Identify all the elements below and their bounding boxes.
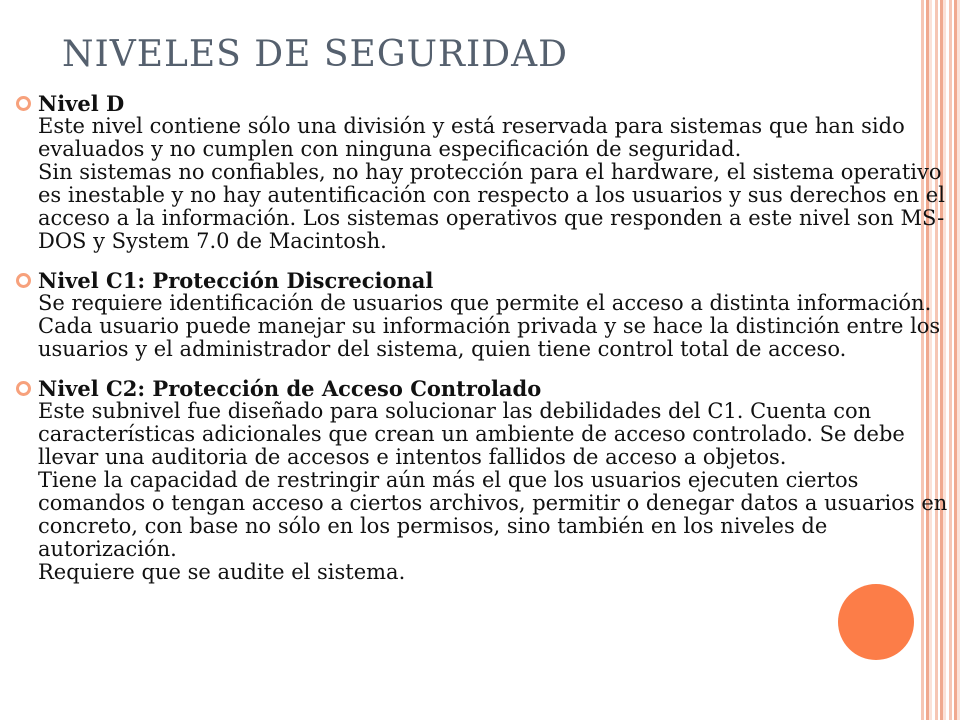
bullet-icon [16,273,31,288]
bullet-icon [16,381,31,396]
list-item-nivel-c2 [16,377,951,584]
item-paragraph: Sin sistemas no confiables, no hay protección para el hardware, el sistema operativo es inestable y no hay autentificación con respecto a los usuarios y sus derechos en el acceso a la información. Los sistemas operativos que responden a este nivel son MS-DOS y System 7.0 de Macintosh. [38,160,945,253]
slide-title: NIVELES DE SEGURIDAD [62,34,568,75]
item-paragraph: Se requiere identificación de usuarios que permite el acceso a distinta información. Cada usuario puede manejar su información privada y se hace la distinción entre los usuarios y el administrador del sistema, quien tiene control total de acceso. [38,291,941,361]
list-item-nivel-d [16,92,951,253]
item-paragraph: Este subnivel fue diseñado para solucionar las debilidades del C1. Cuenta con características adicionales que crean un ambiente de acceso controlado. Se debe llevar una auditoria de accesos e intentos fallidos de acceso a objetos. [38,399,905,469]
decorative-circle [838,584,914,660]
item-heading: Nivel C2: Protección de Acceso Controlado [38,376,542,401]
item-heading: Nivel C1: Protección Discrecional [38,268,434,293]
list-item-nivel-c1 [16,269,951,361]
bullet-icon [16,96,31,111]
item-paragraph: Este nivel contiene sólo una división y está reservada para sistemas que han sido evaluados y no cumplen con ninguna especificación de seguridad. [38,114,905,161]
item-paragraph: Requiere que se audite el sistema. [38,560,406,584]
item-heading: Nivel D [38,91,125,116]
slide-content [16,92,951,600]
item-paragraph: Tiene la capacidad de restringir aún más el que los usuarios ejecuten ciertos comandos o tengan acceso a ciertos archivos, permitir o denegar datos a usuarios en concreto, con base no sólo en los permisos, sino también en los niveles de autorización. [38,468,948,561]
